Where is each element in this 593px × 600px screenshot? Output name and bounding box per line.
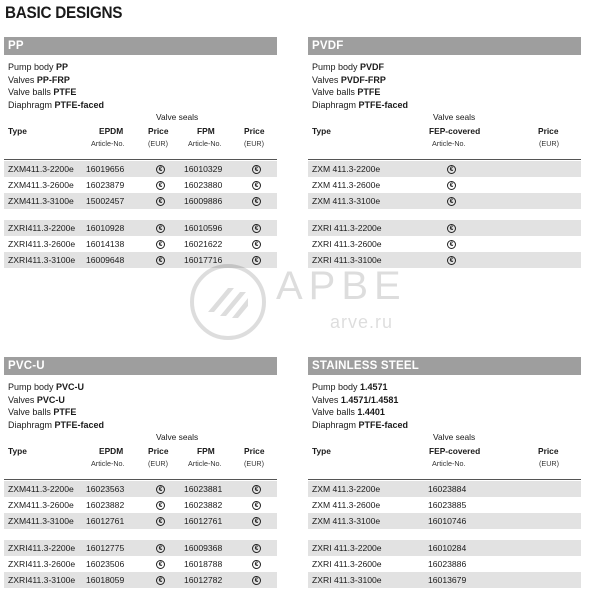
- material-label: Valve balls: [312, 87, 358, 97]
- materials-line: [312, 406, 581, 419]
- header-divider: [308, 479, 581, 480]
- materials-line: [312, 86, 581, 99]
- type-cell: ZXRI 411.3-2200e: [312, 543, 382, 553]
- material-value: PVDF: [360, 62, 385, 72]
- materials-line: [312, 381, 581, 394]
- article-no-label: Article-No.: [188, 459, 222, 468]
- materials-line: [8, 61, 277, 74]
- materials-line: [8, 99, 277, 112]
- type-cell: ZXRI411.3-3100e: [8, 575, 76, 585]
- table-row: [4, 177, 277, 193]
- fpm-cell: 16023881: [184, 484, 223, 494]
- type-cell: ZXRI 411.3-2200e: [312, 223, 382, 233]
- euro-icon: €: [447, 224, 456, 233]
- type-cell: ZXM411.3-3100e: [8, 196, 74, 206]
- header-divider: [308, 159, 581, 160]
- epdm-cell: 16023563: [86, 484, 125, 494]
- euro-icon: €: [156, 181, 165, 190]
- fpm-cell: 16023880: [184, 180, 223, 190]
- fpm-cell: 16012761: [184, 516, 223, 526]
- group-spacer: [4, 529, 277, 540]
- table-row: [4, 236, 277, 252]
- material-label: Pump body: [312, 382, 361, 392]
- material-value: PTFE: [53, 407, 77, 417]
- table-row: [308, 556, 581, 572]
- table-header: [308, 111, 581, 161]
- euro-icon: €: [447, 197, 456, 206]
- col-fpm-header: FPM: [197, 126, 215, 136]
- valve-seals-label: Valve seals: [156, 432, 199, 442]
- type-cell: ZXM 411.3-3100e: [312, 516, 381, 526]
- epdm-cell: 16019656: [86, 164, 125, 174]
- euro-icon: €: [156, 165, 165, 174]
- eur-label: (EUR): [148, 459, 168, 468]
- type-cell: ZXM 411.3-2600e: [312, 500, 381, 510]
- euro-icon: €: [447, 240, 456, 249]
- watermark-subtext: arve.ru: [330, 312, 394, 332]
- col-price-header: Price: [244, 126, 265, 136]
- table-row: [4, 193, 277, 209]
- fep-cell: 16023885: [428, 500, 467, 510]
- group-spacer: [4, 209, 277, 220]
- material-value: PVDF-FRP: [340, 74, 386, 85]
- group-spacer: [308, 209, 581, 220]
- epdm-cell: 16012761: [86, 516, 125, 526]
- euro-icon: €: [156, 560, 165, 569]
- col-price-header: Price: [538, 126, 559, 136]
- material-label: Pump body: [312, 62, 361, 72]
- col-type-header: Type: [8, 126, 27, 136]
- materials-line: [312, 419, 581, 432]
- table-row: [4, 513, 277, 529]
- type-cell: ZXRI411.3-2200e: [8, 223, 76, 233]
- fpm-cell: 16023882: [184, 500, 223, 510]
- materials-line: [8, 406, 277, 419]
- material-value: 1.4571/1.4581: [340, 394, 399, 405]
- section-title: PP: [4, 37, 277, 55]
- euro-icon: €: [156, 485, 165, 494]
- euro-icon: €: [252, 576, 261, 585]
- table-header: [4, 431, 277, 481]
- table-header: [308, 431, 581, 481]
- epdm-cell: 16018059: [86, 575, 125, 585]
- euro-icon: €: [447, 165, 456, 174]
- materials-line: [8, 86, 277, 99]
- group-spacer: [308, 529, 581, 540]
- col-epdm-header: EPDM: [99, 446, 124, 456]
- table-row: [4, 220, 277, 236]
- type-cell: ZXM411.3-2600e: [8, 180, 74, 190]
- header-divider: [4, 159, 277, 160]
- type-cell: ZXRI 411.3-3100e: [312, 255, 382, 265]
- fep-cell: 16010284: [428, 543, 467, 553]
- fpm-cell: 16021622: [184, 239, 223, 249]
- watermark-logo-icon: [188, 262, 268, 342]
- col-price-header: Price: [148, 446, 169, 456]
- euro-icon: €: [252, 197, 261, 206]
- table-row: [4, 572, 277, 588]
- type-cell: ZXM 411.3-2200e: [312, 164, 381, 174]
- header-divider: [4, 479, 277, 480]
- fpm-cell: 16010329: [184, 164, 223, 174]
- table-row: [4, 252, 277, 268]
- epdm-cell: 16012775: [86, 543, 125, 553]
- valve-seals-label: Valve seals: [156, 112, 199, 122]
- euro-icon: €: [156, 240, 165, 249]
- section-title: PVDF: [308, 37, 581, 55]
- material-value: PTFE-faced: [358, 419, 409, 430]
- epdm-cell: 15002457: [86, 196, 125, 206]
- euro-icon: €: [156, 544, 165, 553]
- table-row: [308, 177, 581, 193]
- materials-list: [4, 55, 277, 111]
- col-price-header: Price: [148, 126, 169, 136]
- euro-icon: €: [252, 181, 261, 190]
- materials-line: [8, 394, 277, 407]
- type-cell: ZXRI 411.3-2600e: [312, 559, 382, 569]
- euro-icon: €: [252, 224, 261, 233]
- table-row: [308, 497, 581, 513]
- material-value: PP: [56, 62, 69, 72]
- euro-icon: €: [252, 501, 261, 510]
- material-value: PTFE-faced: [54, 419, 105, 430]
- type-cell: ZXM411.3-3100e: [8, 516, 74, 526]
- valve-seals-label: Valve seals: [433, 112, 476, 122]
- fep-cell: 16023884: [428, 484, 467, 494]
- euro-icon: €: [447, 181, 456, 190]
- col-price-header: Price: [244, 446, 265, 456]
- type-cell: ZXM 411.3-2200e: [312, 484, 381, 494]
- fpm-cell: 16009886: [184, 196, 223, 206]
- table-row: [308, 540, 581, 556]
- euro-icon: €: [156, 517, 165, 526]
- type-cell: ZXRI411.3-2600e: [8, 559, 76, 569]
- epdm-cell: 16023879: [86, 180, 125, 190]
- section-title: PVC-U: [4, 357, 277, 375]
- euro-icon: €: [252, 485, 261, 494]
- eur-label: (EUR): [244, 459, 264, 468]
- article-no-label: Article-No.: [91, 139, 125, 148]
- euro-icon: €: [252, 165, 261, 174]
- material-label: Valves: [8, 74, 37, 85]
- fpm-cell: 16012782: [184, 575, 223, 585]
- type-cell: ZXRI 411.3-3100e: [312, 575, 382, 585]
- table-row: [308, 220, 581, 236]
- material-value: PTFE-faced: [54, 99, 105, 110]
- material-label: Diaphragm: [8, 419, 55, 430]
- euro-icon: €: [156, 224, 165, 233]
- type-cell: ZXRI411.3-3100e: [8, 255, 76, 265]
- materials-line: [8, 74, 277, 87]
- section-stainless-steel: [308, 357, 581, 588]
- type-cell: ZXM411.3-2600e: [8, 500, 74, 510]
- table-header: [4, 111, 277, 161]
- watermark-text: АРВЕ: [276, 264, 407, 308]
- col-type-header: Type: [8, 446, 27, 456]
- euro-icon: €: [252, 240, 261, 249]
- col-price-header: Price: [538, 446, 559, 456]
- materials-line: [312, 99, 581, 112]
- euro-icon: €: [156, 501, 165, 510]
- materials-line: [8, 419, 277, 432]
- col-fpm-header: FPM: [197, 446, 215, 456]
- table-row: [4, 481, 277, 497]
- material-label: Diaphragm: [8, 99, 55, 110]
- table-row: [308, 513, 581, 529]
- material-value: PVC-U: [56, 382, 85, 392]
- table-row: [4, 540, 277, 556]
- table-row: [308, 252, 581, 268]
- epdm-cell: 16009648: [86, 255, 125, 265]
- materials-list: [308, 375, 581, 431]
- materials-line: [312, 74, 581, 87]
- col-fep-header: FEP-covered: [429, 446, 481, 456]
- euro-icon: €: [252, 544, 261, 553]
- type-cell: ZXRI411.3-2600e: [8, 239, 76, 249]
- type-cell: ZXRI 411.3-2600e: [312, 239, 382, 249]
- material-value: PVC-U: [36, 394, 65, 405]
- euro-icon: €: [156, 576, 165, 585]
- material-label: Valve balls: [312, 407, 358, 417]
- material-label: Valves: [312, 74, 341, 85]
- euro-icon: €: [252, 517, 261, 526]
- euro-icon: €: [156, 197, 165, 206]
- epdm-cell: 16010928: [86, 223, 125, 233]
- eur-label: (EUR): [539, 459, 559, 468]
- material-label: Valves: [8, 394, 37, 405]
- euro-icon: €: [447, 256, 456, 265]
- euro-icon: €: [252, 560, 261, 569]
- epdm-cell: 16023882: [86, 500, 125, 510]
- fpm-cell: 16018788: [184, 559, 223, 569]
- epdm-cell: 16023506: [86, 559, 125, 569]
- materials-list: [4, 375, 277, 431]
- epdm-cell: 16014138: [86, 239, 125, 249]
- table-row: [308, 193, 581, 209]
- material-value: 1.4571: [360, 382, 388, 392]
- article-no-label: Article-No.: [432, 139, 466, 148]
- section-pvcu: [4, 357, 277, 588]
- material-label: Pump body: [8, 62, 57, 72]
- col-type-header: Type: [312, 446, 331, 456]
- type-cell: ZXM411.3-2200e: [8, 484, 74, 494]
- article-no-label: Article-No.: [188, 139, 222, 148]
- table-row: [4, 161, 277, 177]
- type-cell: ZXM 411.3-3100e: [312, 196, 381, 206]
- material-label: Pump body: [8, 382, 57, 392]
- table-row: [4, 556, 277, 572]
- material-value: PTFE: [53, 87, 77, 97]
- eur-label: (EUR): [148, 139, 168, 148]
- material-label: Diaphragm: [312, 419, 359, 430]
- eur-label: (EUR): [244, 139, 264, 148]
- col-epdm-header: EPDM: [99, 126, 124, 136]
- materials-line: [8, 381, 277, 394]
- type-cell: ZXM 411.3-2600e: [312, 180, 381, 190]
- material-label: Valve balls: [8, 87, 54, 97]
- table-row: [4, 497, 277, 513]
- fpm-cell: 16009368: [184, 543, 223, 553]
- section-title: STAINLESS STEEL: [308, 357, 581, 375]
- materials-line: [312, 61, 581, 74]
- eur-label: (EUR): [539, 139, 559, 148]
- table-row: [308, 161, 581, 177]
- table-row: [308, 236, 581, 252]
- section-pvdf: [308, 37, 581, 268]
- article-no-label: Article-No.: [91, 459, 125, 468]
- section-pp: [4, 37, 277, 268]
- euro-icon: €: [252, 256, 261, 265]
- materials-line: [312, 394, 581, 407]
- material-value: PTFE-faced: [358, 99, 409, 110]
- fep-cell: 16023886: [428, 559, 467, 569]
- material-value: PP-FRP: [36, 74, 70, 85]
- table-row: [308, 572, 581, 588]
- material-value: PTFE: [357, 87, 381, 97]
- type-cell: ZXRI411.3-2200e: [8, 543, 76, 553]
- col-type-header: Type: [312, 126, 331, 136]
- material-label: Valve balls: [8, 407, 54, 417]
- article-no-label: Article-No.: [432, 459, 466, 468]
- col-fep-header: FEP-covered: [429, 126, 481, 136]
- table-row: [308, 481, 581, 497]
- fep-cell: 16013679: [428, 575, 467, 585]
- fpm-cell: 16017716: [184, 255, 223, 265]
- material-label: Valves: [312, 394, 341, 405]
- watermark: [188, 262, 428, 342]
- materials-list: [308, 55, 581, 111]
- fep-cell: 16010746: [428, 516, 467, 526]
- material-label: Diaphragm: [312, 99, 359, 110]
- page-title: BASIC DESIGNS: [5, 3, 123, 22]
- type-cell: ZXM411.3-2200e: [8, 164, 74, 174]
- valve-seals-label: Valve seals: [433, 432, 476, 442]
- euro-icon: €: [156, 256, 165, 265]
- material-value: 1.4401: [357, 407, 385, 417]
- fpm-cell: 16010596: [184, 223, 223, 233]
